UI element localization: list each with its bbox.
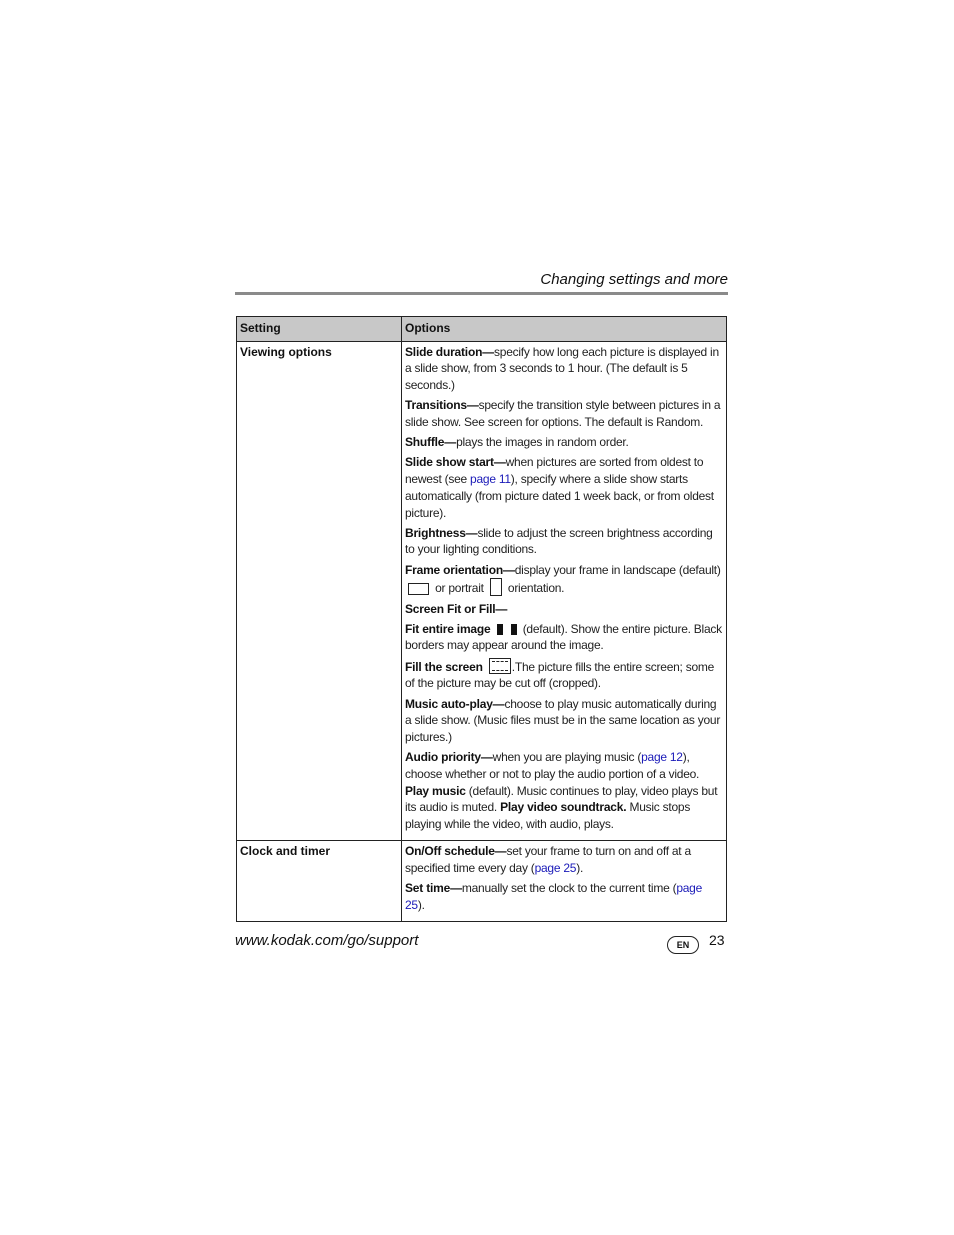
settings-table [236, 316, 727, 922]
option-slide-show-start: Slide show start—when pictures are sorted from oldest to newest (see page 11), specify where a slide show starts automatically (from picture dated 1 week back, or from oldest picture). [405, 455, 714, 520]
language-badge: EN [667, 936, 699, 954]
option-brightness: Brightness—slide to adjust the screen brightness according to your lighting conditions. [405, 525, 713, 557]
footer-support-url[interactable]: www.kodak.com/go/support [235, 932, 419, 949]
option-shuffle: Shuffle—plays the images in random order. [405, 435, 629, 450]
page-link[interactable]: page 11 [470, 472, 511, 487]
page-link[interactable]: page 25 [405, 881, 703, 912]
table-header-row [237, 317, 727, 342]
option-fill-the-screen: Fill the screen .The picture fills the entire screen; some of the picture may be cut off (cropped). [405, 659, 715, 691]
portrait-icon [490, 578, 502, 596]
page-link[interactable]: page 12 [641, 750, 683, 765]
option-set-time: Set time—manually set the clock to the current time (page 25). [405, 881, 703, 912]
landscape-icon [408, 583, 429, 595]
setting-name: Viewing options [237, 341, 402, 840]
option-fit-entire-image: Fit entire image (default). Show the entire picture. Black borders may appear around the image. [405, 621, 722, 653]
option-frame-orientation: Frame orientation—display your frame in landscape (default) or portrait orientation. [405, 562, 721, 596]
option-slide-duration: Slide duration—specify how long each picture is displayed in a slide show, from 3 seconds to 1 hour. (The default is 5 seconds.) [405, 344, 719, 393]
fit-entire-image-icon [497, 624, 517, 635]
running-header-title: Changing settings and more [540, 271, 728, 288]
page-number: 23 [709, 932, 725, 948]
options-cell [402, 341, 727, 840]
table-row [237, 841, 727, 922]
option-screen-fit-or-fill: Screen Fit or Fill— [405, 601, 508, 616]
page-link[interactable]: page 25 [534, 860, 577, 875]
option-on-off-schedule: On/Off schedule—set your frame to turn on and off at a specified time every day (page 25). [405, 844, 691, 875]
fill-screen-icon [489, 658, 511, 674]
setting-name: Clock and timer [237, 841, 402, 922]
column-header-setting: Setting [237, 317, 402, 342]
header-rule [235, 292, 728, 295]
options-cell [402, 841, 727, 922]
option-audio-priority: Audio priority—when you are playing music (page 12), choose whether or not to play the audio portion of a video. Play music (default). Music continues to play, video plays but its audio is muted. Play video soundtrack. Music stops playing while the video, with audio, plays. [405, 750, 718, 831]
column-header-options: Options [402, 317, 727, 342]
option-transitions: Transitions—specify the transition style between pictures in a slide show. See screen for options. The default is Random. [405, 398, 721, 430]
table-row [237, 341, 727, 840]
option-music-auto-play: Music auto-play—choose to play music automatically during a slide show. (Music files must be in the same location as your pictures.) [405, 696, 721, 744]
